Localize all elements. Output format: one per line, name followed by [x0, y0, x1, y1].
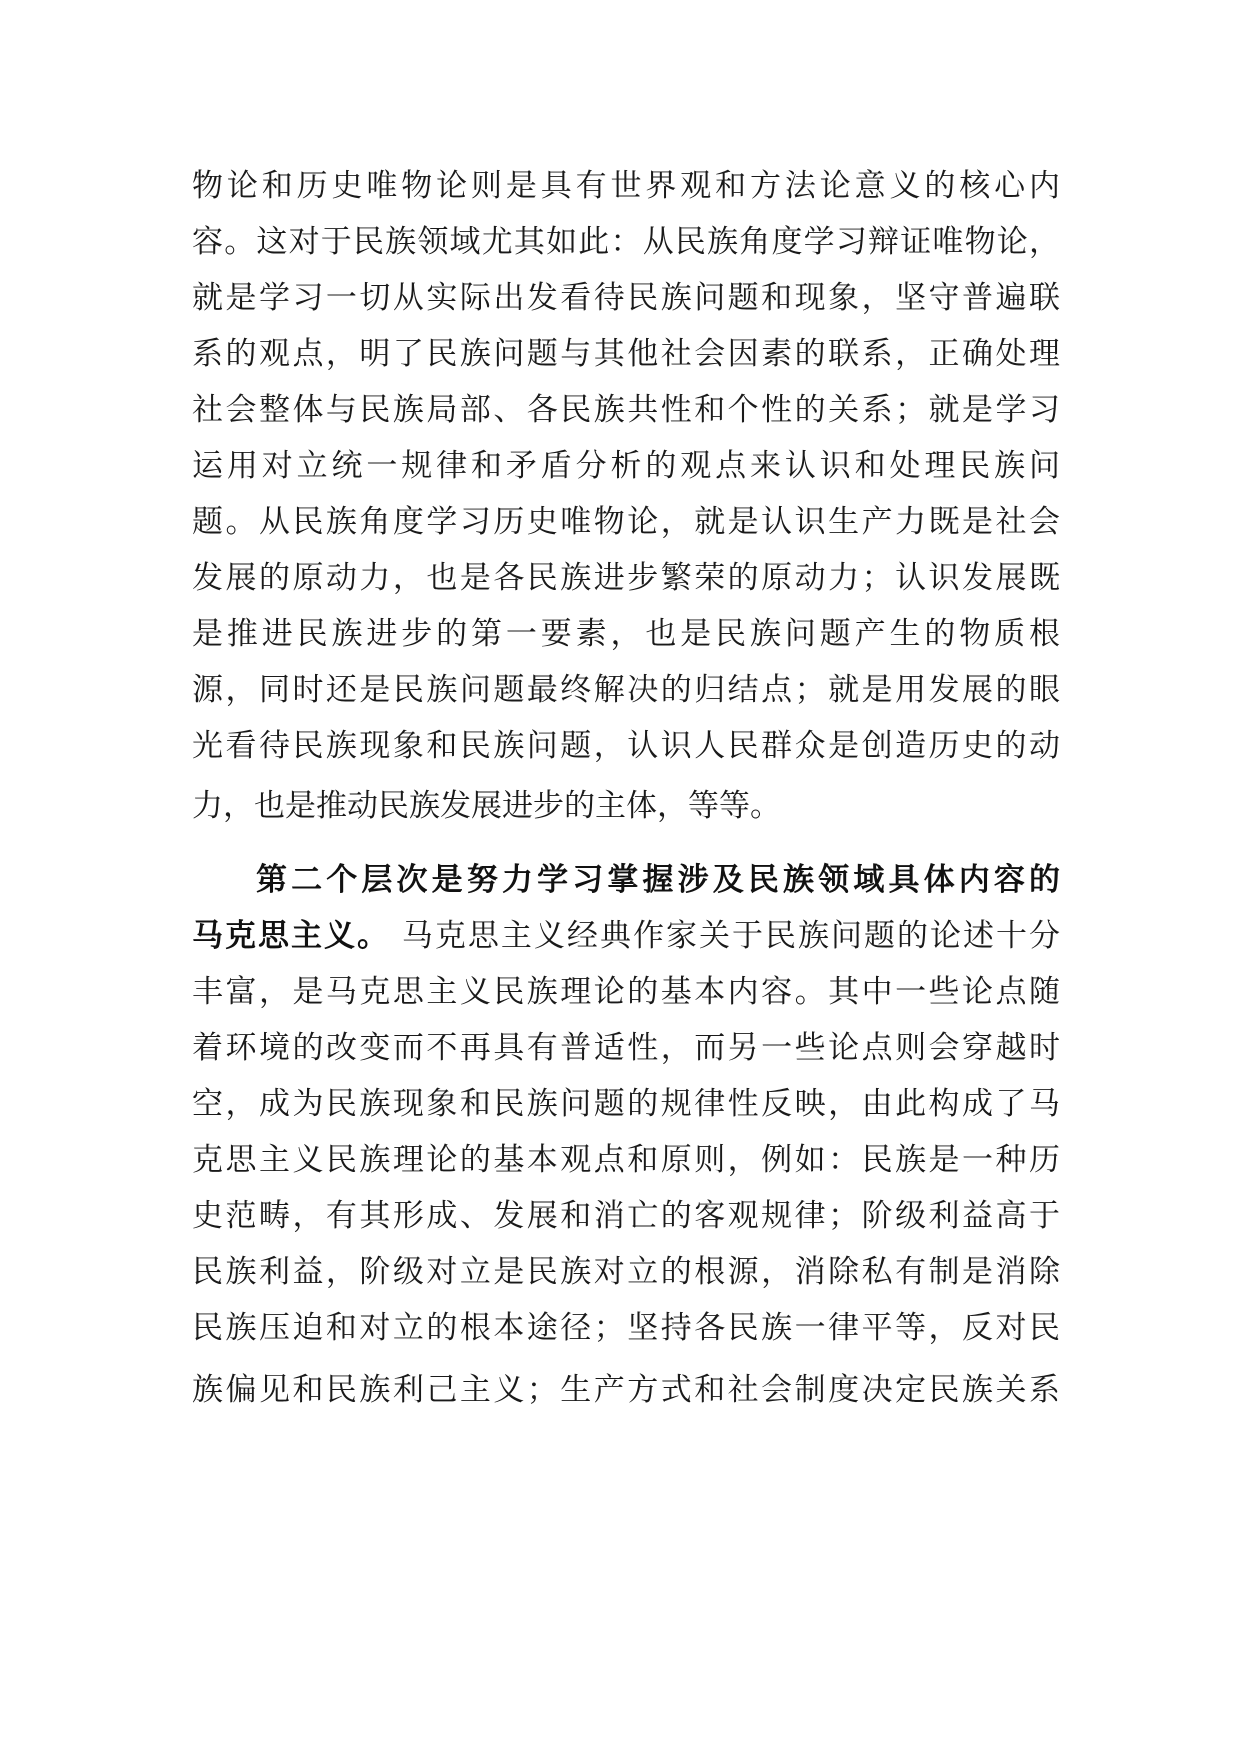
- text-line: 史范畴，有其形成、发展和消亡的客观规律；阶级利益高于: [192, 1198, 1060, 1234]
- text-line: 空，成为民族现象和民族问题的规律性反映，由此构成了马: [192, 1086, 1060, 1122]
- text-line: 克思主义民族理论的基本观点和原则，例如：民族是一种历: [192, 1142, 1060, 1178]
- paragraph-heading-end: 马克思主义。: [192, 918, 391, 954]
- text-line: 就是学习一切从实际出发看待民族问题和现象，坚守普遍联: [192, 280, 1060, 316]
- text-line: 题。从民族角度学习历史唯物论，就是认识生产力既是社会: [192, 504, 1060, 540]
- paragraph-heading: 第二个层次是努力学习掌握涉及民族领域具体内容的: [256, 862, 1060, 898]
- text-line: 着环境的改变而不再具有普适性，而另一些论点则会穿越时: [192, 1030, 1060, 1066]
- text-line: 发展的原动力，也是各民族进步繁荣的原动力；认识发展既: [192, 560, 1060, 596]
- text-line: [192, 908, 1060, 964]
- text-line: 丰富，是马克思主义民族理论的基本内容。其中一些论点随: [192, 974, 1060, 1010]
- text-line: 源，同时还是民族问题最终解决的归结点；就是用发展的眼: [192, 672, 1060, 708]
- text-line: 民族压迫和对立的根本途径；坚持各民族一律平等，反对民: [192, 1310, 1060, 1346]
- text-line: 民族利益，阶级对立是民族对立的根源，消除私有制是消除: [192, 1254, 1060, 1290]
- text-segment: 马克思主义经典作家关于民族问题的论述十分: [390, 918, 1060, 954]
- text-line: 系的观点，明了民族问题与其他社会因素的联系，正确处理: [192, 336, 1060, 372]
- text-line: 是推进民族进步的第一要素，也是民族问题产生的物质根: [192, 616, 1060, 652]
- text-line: 容。这对于民族领域尤其如此：从民族角度学习辩证唯物论，: [192, 224, 1060, 260]
- text-line: 社会整体与民族局部、各民族共性和个性的关系；就是学习: [192, 392, 1060, 428]
- text-line: 运用对立统一规律和矛盾分析的观点来认识和处理民族问: [192, 448, 1060, 484]
- text-line: 光看待民族现象和民族问题，认识人民群众是创造历史的动: [192, 728, 1060, 764]
- text-line: 族偏见和民族利己主义；生产方式和社会制度决定民族关系: [192, 1372, 1060, 1408]
- text-line: 力，也是推动民族发展进步的主体，等等。: [192, 788, 781, 824]
- text-line: 物论和历史唯物论则是具有世界观和方法论意义的核心内: [192, 168, 1060, 204]
